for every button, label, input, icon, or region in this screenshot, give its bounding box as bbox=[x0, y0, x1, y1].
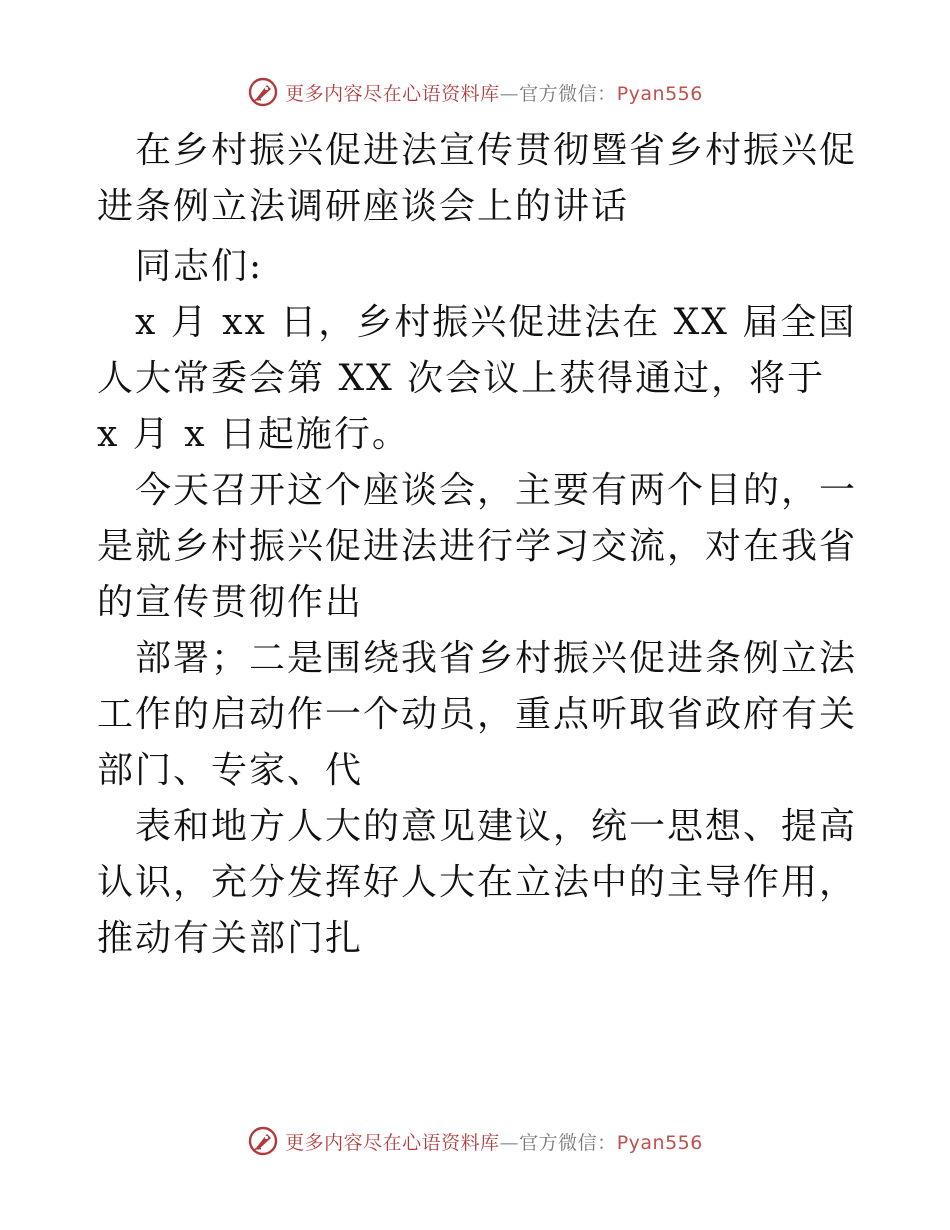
paragraph-4: 表和地方人大的意见建议，统一思想、提高认识，充分发挥好人大在立法中的主导作用，推动有关部门扎 bbox=[97, 806, 858, 959]
paragraph-2: 今天召开这个座谈会，主要有两个目的，一是就乡村振兴促进法进行学习交流，对在我省的宣传贯彻作出 bbox=[97, 470, 858, 623]
paragraph-1: x 月 xx 日，乡村振兴促进法在 XX 届全国人大常委会第 XX 次会议上获得通过，将于 x 月 x 日起施行。 bbox=[97, 302, 857, 455]
header-promo bbox=[285, 79, 703, 106]
footer-wechat-label: 官方微信： bbox=[519, 1131, 617, 1154]
pen-nib-logo-icon bbox=[247, 76, 279, 108]
footer-banner bbox=[0, 1121, 950, 1161]
header-wechat-id: Pyan556 bbox=[616, 82, 703, 105]
header-wechat-label: 官方微信： bbox=[519, 82, 617, 105]
pen-nib-logo-icon bbox=[247, 1125, 279, 1157]
footer-promo bbox=[285, 1128, 703, 1155]
footer-promo-text: 更多内容尽在心语资料库 bbox=[285, 1131, 500, 1154]
footer-dash: — bbox=[499, 1131, 520, 1154]
header-dash: — bbox=[499, 82, 520, 105]
footer-wechat-id: Pyan556 bbox=[616, 1131, 703, 1154]
document-body bbox=[97, 123, 857, 967]
greeting: 同志们: bbox=[135, 246, 264, 287]
header-promo-text: 更多内容尽在心语资料库 bbox=[285, 82, 500, 105]
paragraph-3: 部署；二是围绕我省乡村振兴促进条例立法工作的启动作一个动员，重点听取省政府有关部门、专家、代 bbox=[97, 638, 858, 791]
document-title: 在乡村振兴促进法宣传贯彻暨省乡村振兴促进条例立法调研座谈会上的讲话 bbox=[97, 130, 858, 227]
header-banner bbox=[0, 72, 950, 112]
